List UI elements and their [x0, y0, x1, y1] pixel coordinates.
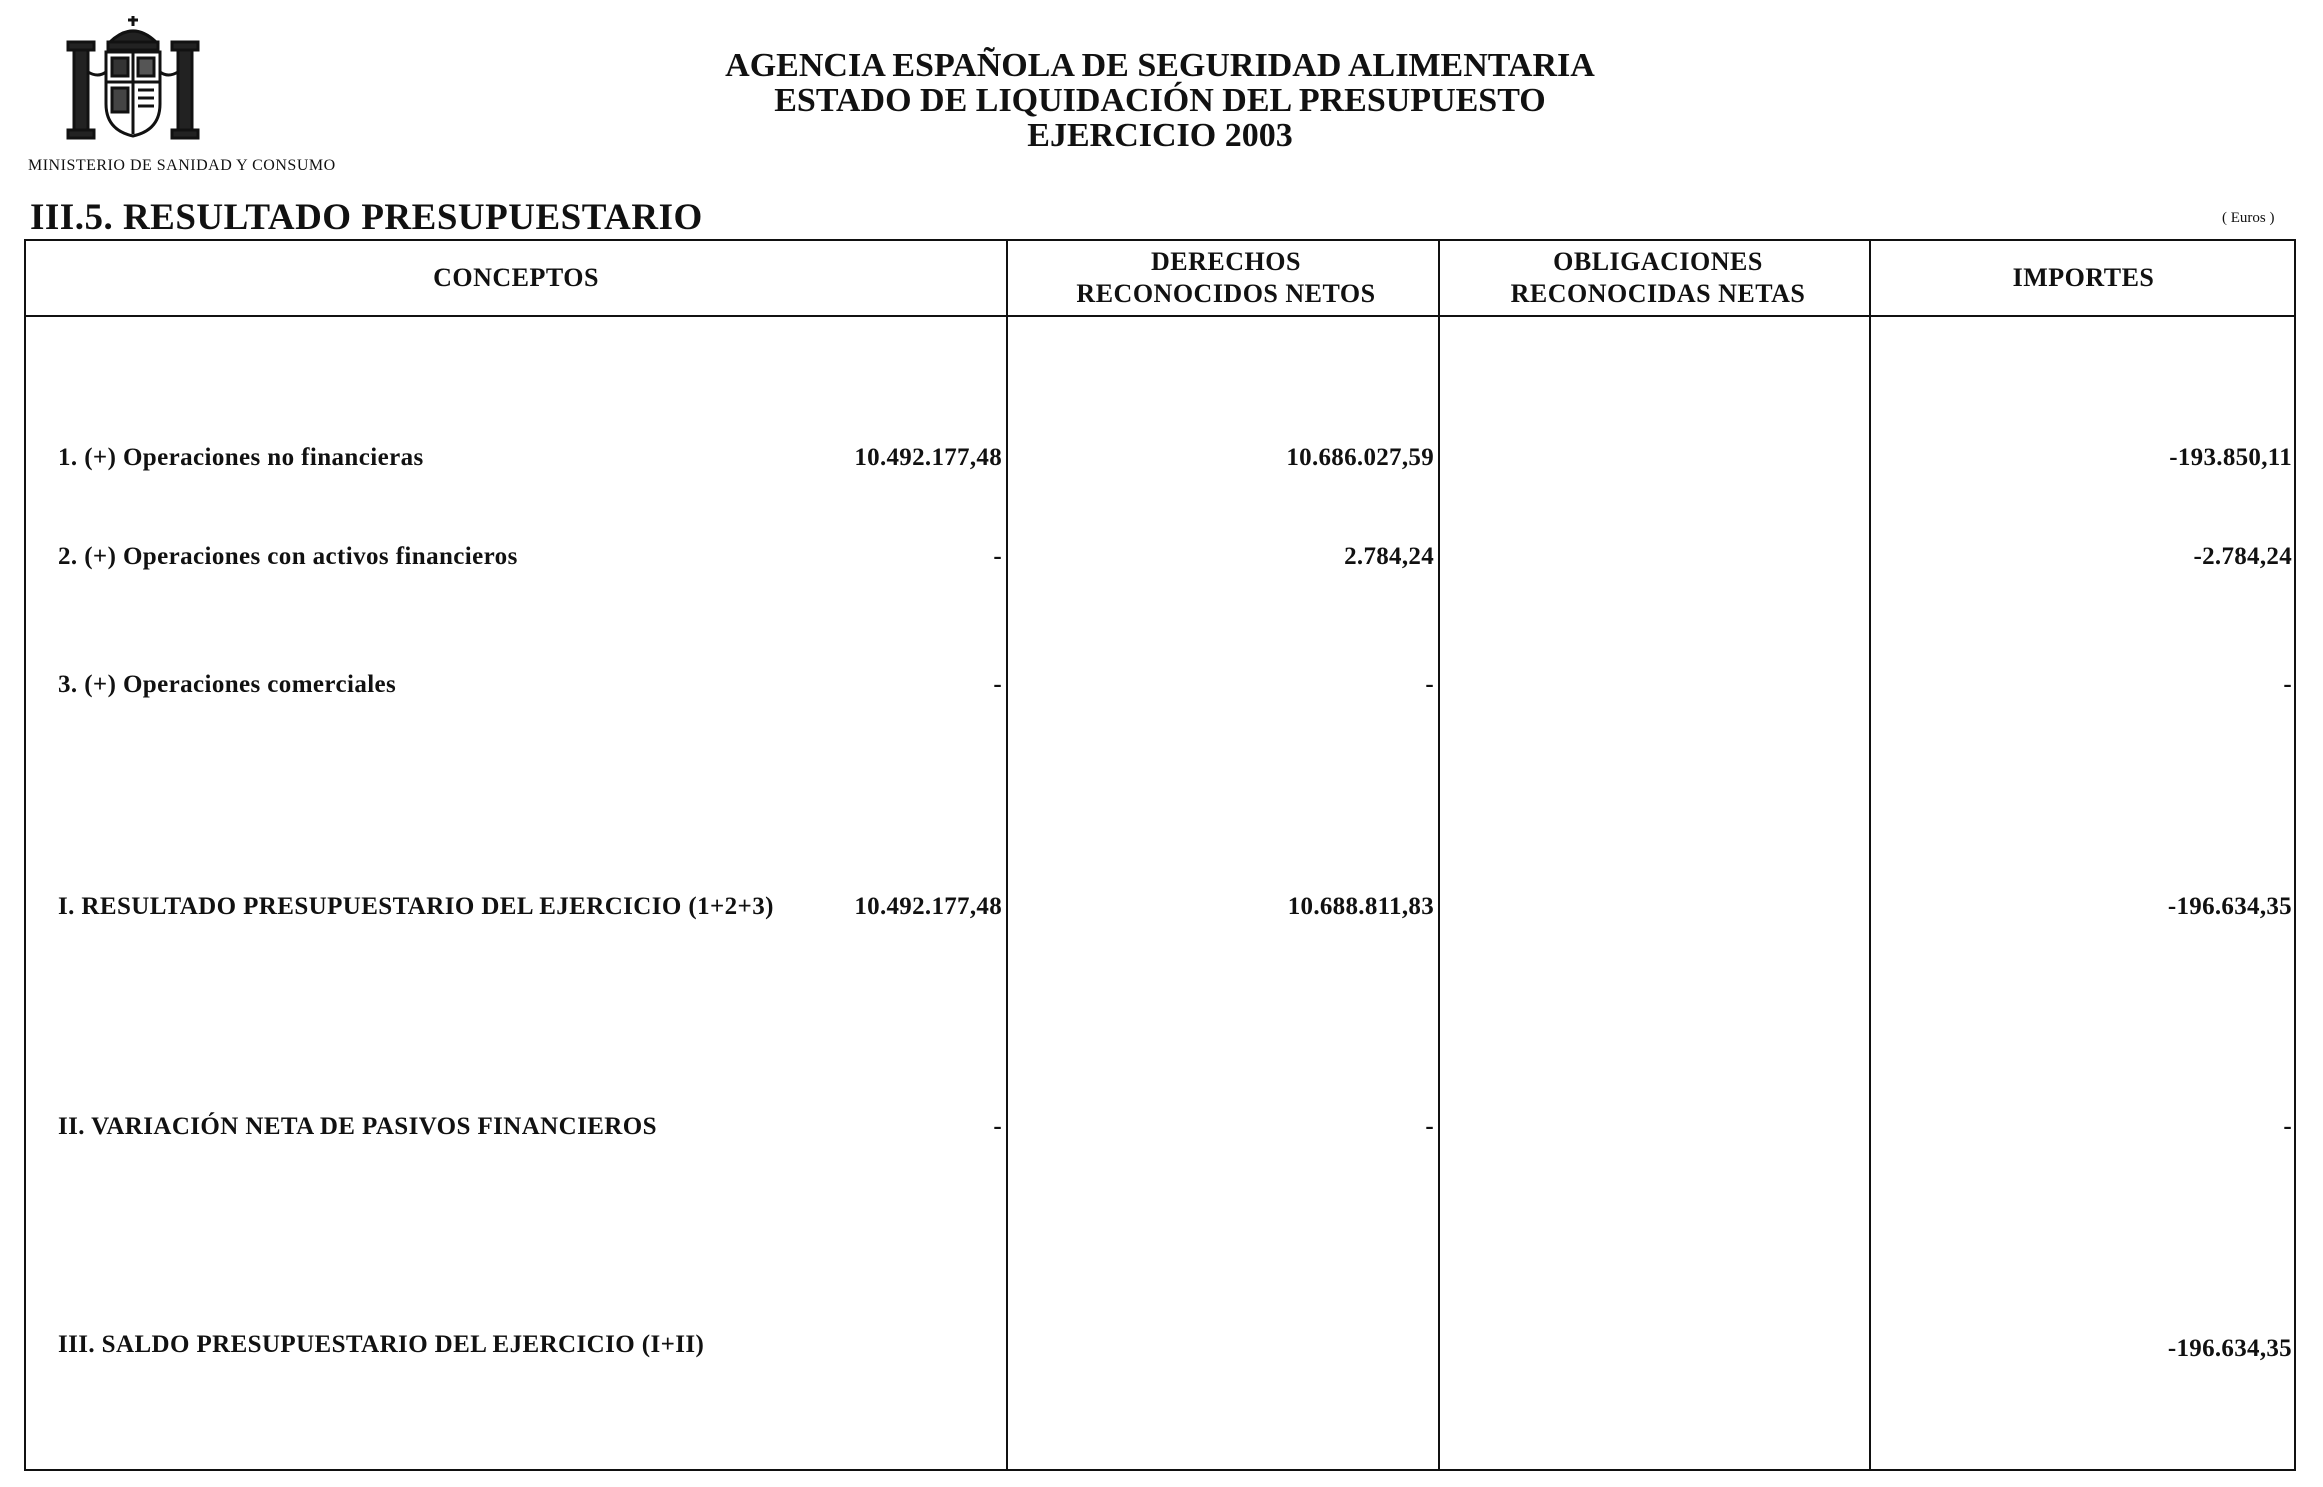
cell-importes: -196.634,35 [2167, 1335, 2292, 1362]
column-divider [1869, 241, 1871, 1469]
row-label-saldo-presupuestario: III. SALDO PRESUPUESTARIO DEL EJERCICIO (I+II) [58, 1331, 705, 1358]
cell-obligaciones: - [1425, 1113, 1434, 1140]
cell-importes: - [2283, 671, 2292, 698]
cell-importes: -193.850,11 [2169, 444, 2292, 471]
cell-derechos: - [993, 1113, 1002, 1140]
cell-derechos: 10.492.177,48 [854, 444, 1002, 471]
units-label: ( Euros ) [2222, 210, 2275, 226]
cell-obligaciones: - [1425, 671, 1434, 698]
coat-of-arms-logo [58, 12, 208, 142]
document-title [560, 48, 1760, 153]
row-label-pasivos-financieros: II. VARIACIÓN NETA DE PASIVOS FINANCIEROS [58, 1113, 657, 1140]
column-header-derechos: DERECHOS RECONOCIDOS NETOS [1076, 247, 1376, 308]
cell-obligaciones: 2.784,24 [1344, 543, 1434, 570]
cell-obligaciones: 10.686.027,59 [1286, 444, 1434, 471]
title-line-agency: AGENCIA ESPAÑOLA DE SEGURIDAD ALIMENTARIA [725, 47, 1595, 84]
column-divider [1438, 241, 1440, 1469]
cell-obligaciones: 10.688.811,83 [1287, 893, 1434, 920]
cell-importes: -2.784,24 [2193, 543, 2292, 570]
cell-importes: -196.634,35 [2167, 893, 2292, 920]
row-label-operaciones-comerciales: 3. (+) Operaciones comerciales [58, 671, 397, 698]
header-divider [26, 315, 2294, 317]
title-line-statement: ESTADO DE LIQUIDACIÓN DEL PRESUPUESTO [774, 82, 1546, 119]
column-header-conceptos: CONCEPTOS [433, 263, 599, 292]
row-label-resultado-presupuestario: I. RESULTADO PRESUPUESTARIO DEL EJERCICIO (1+2+3) [58, 893, 774, 920]
title-line-year: EJERCICIO 2003 [1027, 117, 1293, 154]
cell-derechos: - [993, 543, 1002, 570]
cell-importes: - [2283, 1113, 2292, 1140]
column-header-importes: IMPORTES [2012, 263, 2155, 292]
column-divider [1006, 241, 1008, 1469]
cell-derechos: - [993, 671, 1002, 698]
row-label-activos-financieros: 2. (+) Operaciones con activos financieros [58, 543, 518, 570]
row-label-operaciones-no-financieras: 1. (+) Operaciones no financieras [58, 444, 424, 471]
ministry-name: MINISTERIO DE SANIDAD Y CONSUMO [28, 157, 336, 174]
budget-result-table [24, 239, 2296, 1471]
cell-derechos: 10.492.177,48 [854, 893, 1002, 920]
column-header-obligaciones: OBLIGACIONES RECONOCIDAS NETAS [1510, 247, 1806, 308]
section-title: III.5. RESULTADO PRESUPUESTARIO [30, 197, 703, 238]
